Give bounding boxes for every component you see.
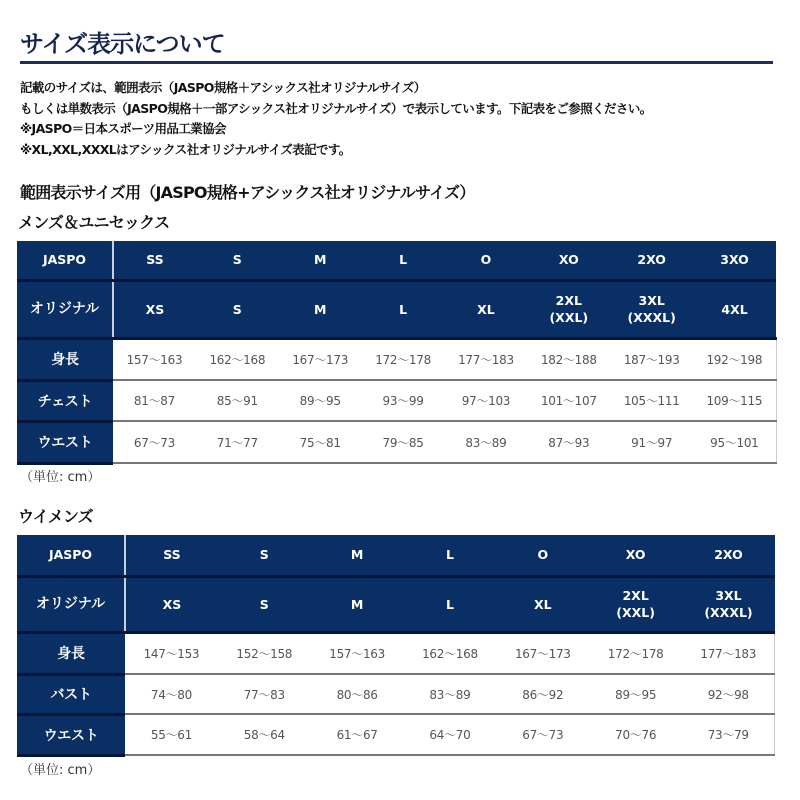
original-size-cell bbox=[610, 280, 693, 338]
original-size-line: 2XL bbox=[622, 588, 649, 603]
mens-unit-note: （単位: cm） bbox=[20, 470, 101, 485]
measurement-value: 172〜178 bbox=[362, 338, 445, 380]
measurement-value: 172〜178 bbox=[589, 632, 682, 674]
measurement-value: 92〜98 bbox=[682, 674, 775, 714]
measurement-value: 101〜107 bbox=[527, 380, 610, 421]
measurement-value: 192〜198 bbox=[693, 338, 776, 380]
womens-unit-note: （単位: cm） bbox=[20, 763, 101, 778]
intro-line: もしくは単数表示（JASPO規格＋一部アシックス社オリジナルサイズ）で表示しています。下記表をご参照ください。 bbox=[20, 100, 652, 116]
measurement-value: 89〜95 bbox=[279, 380, 362, 421]
measurement-value: 61〜67 bbox=[311, 714, 404, 755]
original-size-line: 3XL bbox=[715, 588, 742, 603]
womens-size-table bbox=[17, 535, 775, 757]
measurement-value: 147〜153 bbox=[125, 632, 218, 674]
measurement-value: 109〜115 bbox=[693, 380, 776, 421]
measurement-value: 157〜163 bbox=[113, 338, 196, 380]
intro-line: ※XL,XXL,XXXLはアシックス社オリジナルサイズ表記です。 bbox=[20, 141, 351, 157]
measurement-value: 87〜93 bbox=[527, 421, 610, 463]
row-header-original: オリジナル bbox=[17, 576, 125, 632]
measurement-value: 55〜61 bbox=[125, 714, 218, 755]
measurement-value: 80〜86 bbox=[311, 674, 404, 714]
original-size-line: XL bbox=[477, 301, 495, 317]
original-size-line: XS bbox=[145, 301, 165, 317]
measurement-value: 167〜173 bbox=[496, 632, 589, 674]
measurement-row bbox=[17, 632, 775, 674]
jaspo-size-cell: M bbox=[311, 535, 404, 576]
original-size-line: M bbox=[350, 596, 364, 612]
jaspo-row bbox=[17, 535, 775, 576]
original-size-cell bbox=[362, 280, 445, 338]
measurement-value: 75〜81 bbox=[279, 421, 362, 463]
measurement-value: 86〜92 bbox=[496, 674, 589, 714]
measurement-value: 85〜91 bbox=[196, 380, 279, 421]
original-size-cell bbox=[279, 280, 362, 338]
original-size-line: XL bbox=[533, 596, 552, 612]
measurement-label: 身長 bbox=[17, 632, 125, 674]
original-size-line: M bbox=[313, 301, 327, 317]
section-title: 範囲表示サイズ用（JASPO規格+アシックス社オリジナルサイズ） bbox=[20, 183, 475, 202]
original-size-cell bbox=[125, 576, 218, 632]
measurement-value: 70〜76 bbox=[589, 714, 682, 755]
jaspo-size-cell: L bbox=[404, 535, 497, 576]
measurement-value: 74〜80 bbox=[125, 674, 218, 714]
original-size-cell bbox=[682, 576, 775, 632]
jaspo-row bbox=[17, 241, 776, 280]
jaspo-size-cell: L bbox=[362, 241, 445, 280]
measurement-value: 93〜99 bbox=[362, 380, 445, 421]
measurement-value: 73〜79 bbox=[682, 714, 775, 755]
original-size-cell bbox=[404, 576, 497, 632]
measurement-row bbox=[17, 380, 776, 421]
intro-line: ※JASPO＝日本スポーツ用品工業協会 bbox=[20, 121, 226, 136]
measurement-value: 81〜87 bbox=[113, 380, 196, 421]
original-size-line: 2XL bbox=[555, 293, 582, 308]
original-size-cell bbox=[496, 576, 589, 632]
original-size-line: XS bbox=[162, 596, 182, 612]
measurement-label: ウエスト bbox=[17, 714, 125, 755]
measurement-value: 64〜70 bbox=[404, 714, 497, 755]
jaspo-size-cell: XO bbox=[589, 535, 682, 576]
measurement-value: 97〜103 bbox=[445, 380, 528, 421]
original-size-line: (XXL) bbox=[549, 310, 589, 325]
measurement-value: 89〜95 bbox=[589, 674, 682, 714]
original-size-line: 4XL bbox=[721, 301, 748, 317]
original-size-cell bbox=[527, 280, 610, 338]
measurement-value: 162〜168 bbox=[404, 632, 497, 674]
measurement-label: チェスト bbox=[17, 380, 113, 421]
jaspo-size-cell: 2XO bbox=[682, 535, 775, 576]
measurement-value: 95〜101 bbox=[693, 421, 776, 463]
original-size-cell bbox=[311, 576, 404, 632]
original-size-cell bbox=[693, 280, 776, 338]
original-size-cell bbox=[218, 576, 311, 632]
measurement-value: 83〜89 bbox=[404, 674, 497, 714]
measurement-value: 187〜193 bbox=[610, 338, 693, 380]
row-header-original: オリジナル bbox=[17, 280, 113, 338]
jaspo-size-cell: S bbox=[196, 241, 279, 280]
original-size-line: (XXXL) bbox=[704, 605, 753, 620]
jaspo-size-cell: S bbox=[218, 535, 311, 576]
jaspo-size-cell: SS bbox=[125, 535, 218, 576]
jaspo-size-cell: 2XO bbox=[610, 241, 693, 280]
measurement-value: 177〜183 bbox=[682, 632, 775, 674]
mens-size-table bbox=[17, 241, 777, 465]
measurement-value: 182〜188 bbox=[527, 338, 610, 380]
original-size-cell bbox=[445, 280, 528, 338]
mens-heading: メンズ＆ユニセックス bbox=[18, 213, 170, 232]
measurement-value: 79〜85 bbox=[362, 421, 445, 463]
jaspo-size-cell: 3XO bbox=[693, 241, 776, 280]
original-row bbox=[17, 280, 776, 338]
measurement-label: 身長 bbox=[17, 338, 113, 380]
measurement-value: 83〜89 bbox=[445, 421, 528, 463]
jaspo-size-cell: O bbox=[496, 535, 589, 576]
original-size-cell bbox=[196, 280, 279, 338]
original-size-line: L bbox=[445, 596, 454, 612]
jaspo-size-cell: SS bbox=[113, 241, 196, 280]
measurement-row bbox=[17, 421, 776, 463]
measurement-value: 58〜64 bbox=[218, 714, 311, 755]
original-row bbox=[17, 576, 775, 632]
measurement-value: 67〜73 bbox=[113, 421, 196, 463]
measurement-value: 157〜163 bbox=[311, 632, 404, 674]
original-size-line: S bbox=[232, 301, 242, 317]
row-header-jaspo: JASPO bbox=[17, 241, 113, 280]
original-size-line: S bbox=[259, 596, 269, 612]
original-size-line: (XXL) bbox=[616, 605, 655, 620]
original-size-cell bbox=[113, 280, 196, 338]
measurement-label: バスト bbox=[17, 674, 125, 714]
measurement-row bbox=[17, 338, 776, 380]
measurement-value: 77〜83 bbox=[218, 674, 311, 714]
original-size-line: (XXXL) bbox=[627, 310, 676, 325]
measurement-value: 152〜158 bbox=[218, 632, 311, 674]
measurement-value: 177〜183 bbox=[445, 338, 528, 380]
measurement-row bbox=[17, 714, 775, 755]
original-size-cell bbox=[589, 576, 682, 632]
title-divider bbox=[20, 61, 773, 64]
measurement-value: 91〜97 bbox=[610, 421, 693, 463]
measurement-value: 105〜111 bbox=[610, 380, 693, 421]
measurement-label: ウエスト bbox=[17, 421, 113, 463]
page-title: サイズ表示について bbox=[20, 30, 225, 58]
measurement-row bbox=[17, 674, 775, 714]
jaspo-size-cell: O bbox=[445, 241, 528, 280]
row-header-jaspo: JASPO bbox=[17, 535, 125, 576]
intro-line: 記載のサイズは、範囲表示（JASPO規格＋アシックス社オリジナルサイズ） bbox=[20, 80, 426, 95]
measurement-value: 71〜77 bbox=[196, 421, 279, 463]
intro-notes bbox=[20, 78, 652, 160]
measurement-value: 67〜73 bbox=[496, 714, 589, 755]
original-size-line: L bbox=[399, 301, 408, 317]
original-size-line: 3XL bbox=[638, 293, 665, 308]
measurement-value: 162〜168 bbox=[196, 338, 279, 380]
womens-heading: ウイメンズ bbox=[18, 507, 93, 526]
jaspo-size-cell: XO bbox=[527, 241, 610, 280]
measurement-value: 167〜173 bbox=[279, 338, 362, 380]
jaspo-size-cell: M bbox=[279, 241, 362, 280]
